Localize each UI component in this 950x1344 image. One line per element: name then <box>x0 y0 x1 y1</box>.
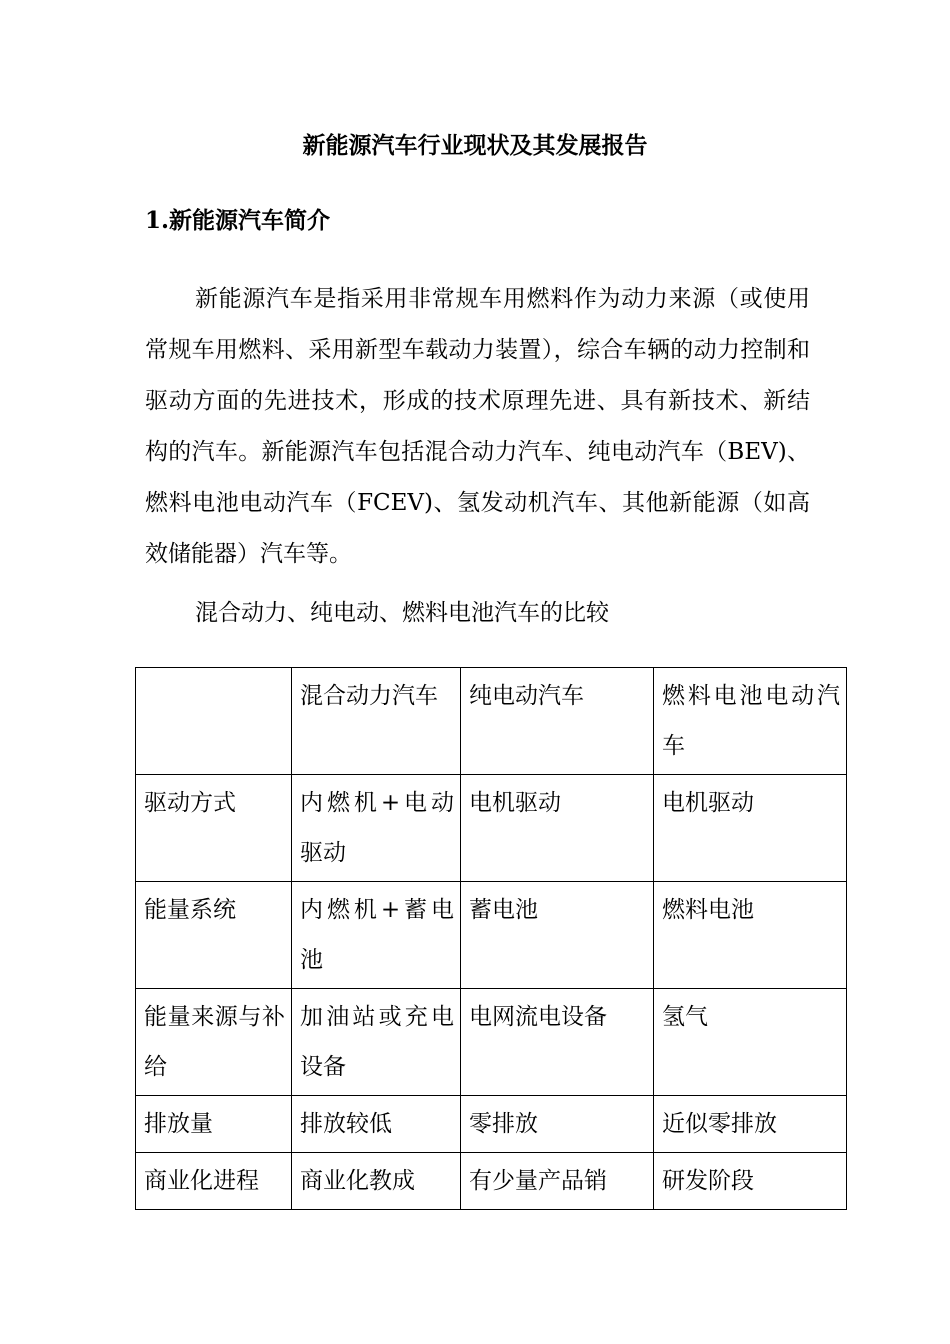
table-cell: 近似零排放 <box>654 1096 847 1153</box>
table-cell: 电网流电设备 <box>461 989 654 1096</box>
table-row <box>136 1096 847 1153</box>
intro-paragraph: 新能源汽车是指采用非常规车用燃料作为动力来源（或使用常规车用燃料、采用新型车载动力装置），综合车辆的动力控制和驱动方面的先进技术，形成的技术原理先进、具有新技术、新结构的汽车。新能源汽车包括混合动力汽车、纯电动汽车（BEV)、燃料电池电动汽车（FCEV)、氢发动机汽车、其他新能源（如高效储能器）汽车等。 <box>145 286 810 567</box>
table-row <box>136 989 847 1096</box>
table-cell: 燃料电池 <box>654 882 847 989</box>
table-cell: 能量系统 <box>136 882 292 989</box>
table-cell: 商业化进程 <box>136 1153 292 1210</box>
table-cell: 氢气 <box>654 989 847 1096</box>
table-cell: 商业化教成 <box>292 1153 461 1210</box>
table-header-cell-fcev: 燃料电池电动汽车 <box>654 668 847 775</box>
table-cell: 研发阶段 <box>654 1153 847 1210</box>
table-cell: 电机驱动 <box>461 775 654 882</box>
table-row <box>136 1153 847 1210</box>
table-cell: 蓄电池 <box>461 882 654 989</box>
table-header-cell-hybrid: 混合动力汽车 <box>292 668 461 775</box>
table-row <box>136 775 847 882</box>
table-header-row <box>136 668 847 775</box>
table-caption: 混合动力、纯电动、燃料电池汽车的比较 <box>195 600 609 626</box>
table-header-cell-bev: 纯电动汽车 <box>461 668 654 775</box>
table-row <box>136 882 847 989</box>
section-heading: 1.新能源汽车简介 <box>145 207 331 234</box>
table-cell: 内燃机+蓄电池 <box>292 882 461 989</box>
table-cell: 加油站或充电设备 <box>292 989 461 1096</box>
comparison-table <box>135 667 847 1210</box>
table-cell: 有少量产品销 <box>461 1153 654 1210</box>
table-cell: 能量来源与补给 <box>136 989 292 1096</box>
table-cell: 排放较低 <box>292 1096 461 1153</box>
page-title: 新能源汽车行业现状及其发展报告 <box>302 132 648 159</box>
table-cell: 驱动方式 <box>136 775 292 882</box>
table-cell: 电机驱动 <box>654 775 847 882</box>
table-cell: 内燃机+电动驱动 <box>292 775 461 882</box>
table-cell: 零排放 <box>461 1096 654 1153</box>
table-header-cell-empty <box>136 668 292 775</box>
table-cell: 排放量 <box>136 1096 292 1153</box>
